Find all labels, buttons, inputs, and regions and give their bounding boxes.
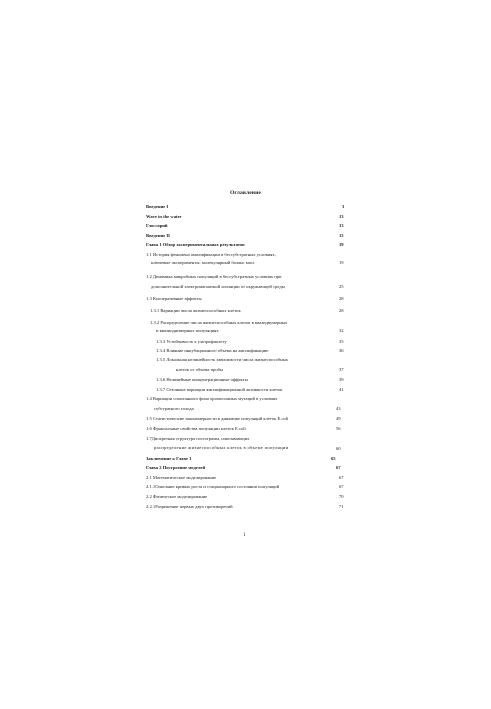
toc-entry-page: 67 [336,465,341,471]
toc-entry-page: 19 [339,242,344,248]
toc-entry-text: Введение I [146,204,169,209]
toc-entry-text-cont: дополнительной электромагнитной изоляции от окружающей среды [151,283,285,289]
toc-entry-page: 15 [339,232,344,238]
toc-entry-text: 1.3.7 Сезонные вариации амплификационной активности клеток [156,386,283,392]
toc-entry-page: 36 [339,347,344,353]
toc-entry-page: 19 [339,259,344,265]
toc-entry [146,321,353,340]
toc-entry [146,253,353,275]
toc-entry-text-cont: распределение жизнеспособных клеток в объеме популяции [154,444,289,450]
toc-entry-page: 13 [339,223,344,229]
toc-entry-text: Wave in the water [146,213,182,219]
toc-entry-page: 60 [336,445,341,451]
toc-entry-text: 1.4 Вариации спонтанного фона хромосомных мутаций в условиях [146,396,278,402]
table-of-contents [146,205,353,514]
toc-entry-page: 56 [336,425,341,431]
toc-title: Оглавление [229,190,262,196]
toc-entry-text: 1.6 Фрактальные свойства популяции клеток E.coli [146,425,246,431]
toc-entry-text-cont: клеток от объема пробы [176,367,224,373]
toc-entry [146,437,353,457]
page-number: 1 [243,533,246,538]
toc-entry-text: 1.3 Кооперативные эффекты [146,295,202,301]
toc-entry-page: 28 [339,307,344,313]
toc-entry-page: 71 [339,503,344,509]
toc-entry-page: 67 [339,474,344,480]
toc-entry-text: 1.7Дискретная структура гистограмм, описывающих [146,435,250,441]
toc-entry-text: 1.1 История феномена амплификации в бессубстратных условиях, [146,251,276,257]
toc-entry-page: 28 [339,295,344,301]
toc-entry-text: 1.3.1 Вариации числа жизнеспособных клеток [150,307,241,313]
toc-entry-text: 1.2 Динамика микробных популяций в бессубстратных условиях при [146,273,282,279]
toc-entry-text: 2.2.1Разрешение первых двух противоречий [146,503,233,509]
toc-entry-page: 70 [339,493,344,499]
toc-entry [146,505,353,515]
toc-entry-text: 1.3.6 Нелинейные концентрационные эффекты [156,377,248,383]
toc-entry [146,397,353,417]
toc-entry-text: 1.5 Статистические закономерности в динамике популяций клеток E.coli [146,416,289,422]
toc-entry-page: 13 [339,213,344,219]
toc-entry-text: Заключение к Главе 1 [146,455,192,461]
toc-entry-text: Глава 1 Обзор экспериментальных результатов [146,242,245,248]
toc-entry-page: 35 [339,338,344,344]
toc-entry-page: 39 [339,377,344,383]
toc-entry-text: 2.1.1Описание кривых роста и стационарного состояния популяций [146,484,280,490]
toc-entry-text: Глоссарий [146,223,168,229]
toc-entry-page: 37 [339,367,344,373]
toc-entry-text: 1.3.3 Устойчивость к ультрафиолету [156,338,227,344]
toc-entry [146,358,353,378]
toc-entry-text: Введение II [146,232,170,238]
toc-entry-page: 41 [339,386,344,392]
toc-entry-page: 32 [339,327,344,333]
toc-entry [146,224,353,234]
toc-entry-text: 1.3.2 Распределение числа жизнеспособных клеток в квазидвумерных [150,319,288,325]
toc-entry-page: 3 [342,204,345,209]
toc-entry [146,275,353,297]
toc-entry-text-cont: и квазиодномерных популяциях [156,327,219,333]
toc-entry-page: 67 [339,484,344,490]
toc-entry [146,215,353,225]
toc-entry-page: 65 [331,455,336,461]
toc-entry-text: Глава 2 Построение моделей [146,465,206,471]
toc-entry-page: 49 [336,416,341,422]
toc-entry-text-cont: субстратного голода [154,406,194,412]
toc-entry-page: 43 [336,406,341,412]
toc-entry-text: 1.3.4 Влияние инкубационного объема на амплификацию [156,347,269,353]
toc-entry-text: 1.3.5 Локальная нелинейность зависимости числа жизнеспособных [156,357,289,363]
toc-entry-text: 2.2 Физическое моделирование [146,493,208,499]
toc-entry-text-cont: ключевые эксперименты, молекулярный баланс масс [151,259,255,265]
toc-entry-page: 25 [339,283,344,289]
toc-entry-text: 2.1 Математическое моделирование [146,474,217,480]
